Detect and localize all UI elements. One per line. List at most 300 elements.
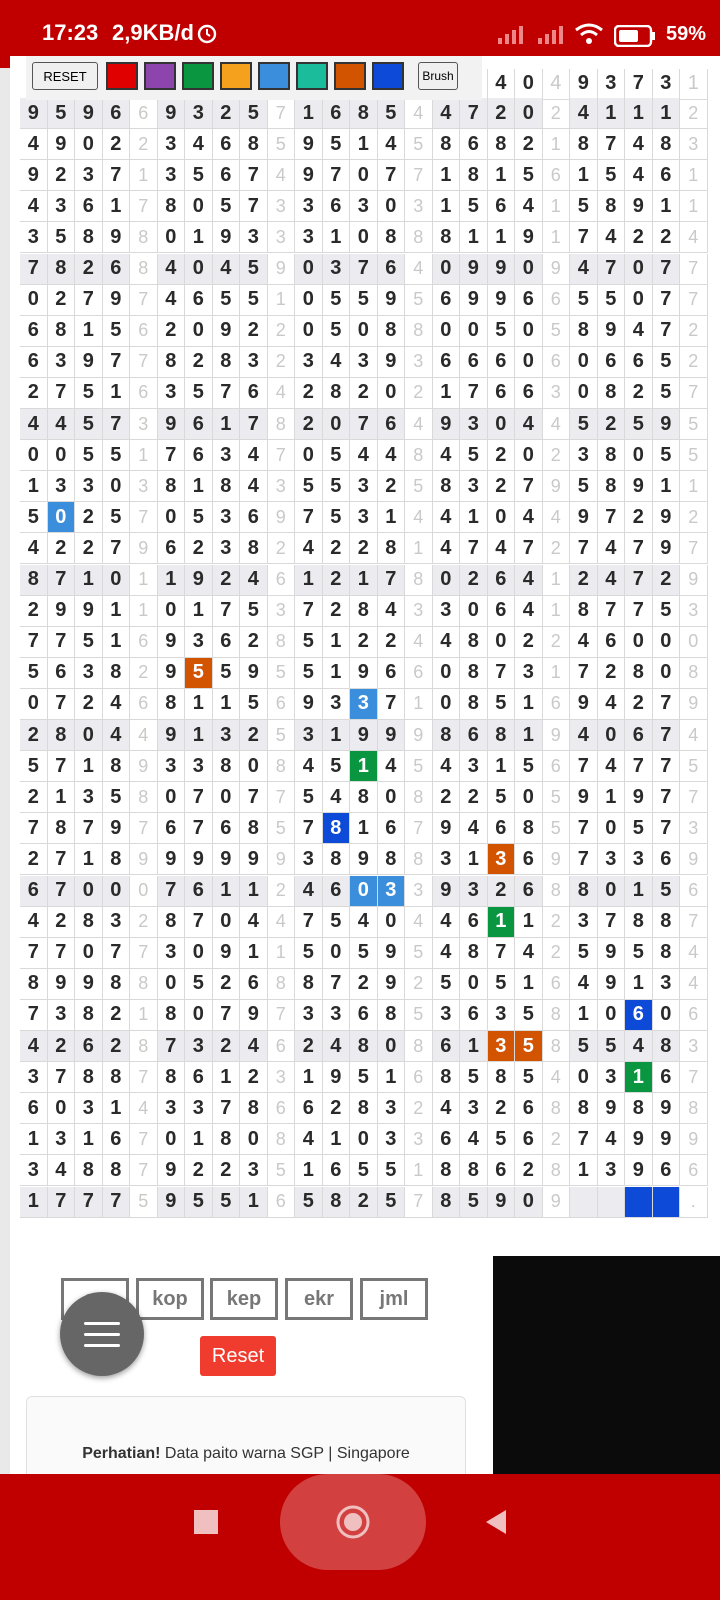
grid-cell[interactable]: 3 (240, 347, 268, 378)
grid-cell[interactable]: 5 (323, 285, 351, 316)
grid-cell[interactable]: 1 (268, 285, 296, 316)
grid-cell[interactable]: 4 (20, 409, 48, 440)
grid-cell[interactable]: 3 (653, 969, 681, 1000)
grid-cell[interactable]: 6 (103, 1124, 131, 1155)
grid-cell[interactable]: 2 (20, 844, 48, 875)
grid-cell[interactable]: 5 (240, 98, 268, 129)
grid-cell[interactable]: 7 (75, 285, 103, 316)
grid-cell[interactable]: 9 (653, 1093, 681, 1124)
grid-cell[interactable]: 8 (213, 347, 241, 378)
grid-cell[interactable]: 5 (268, 1155, 296, 1186)
grid-cell[interactable]: 8 (240, 533, 268, 564)
grid-cell[interactable]: 2 (20, 782, 48, 813)
grid-cell[interactable]: 4 (433, 938, 461, 969)
grid-cell[interactable]: 5 (240, 254, 268, 285)
grid-cell[interactable] (570, 1187, 598, 1218)
grid-cell[interactable]: 3 (75, 1093, 103, 1124)
grid-cell[interactable]: 8 (268, 1124, 296, 1155)
grid-cell[interactable]: 6 (680, 1000, 708, 1031)
grid-cell[interactable]: 1 (295, 1155, 323, 1186)
grid-cell[interactable]: 1 (20, 1124, 48, 1155)
grid-cell[interactable]: 7 (680, 782, 708, 813)
grid-cell[interactable]: 9 (598, 938, 626, 969)
grid-cell[interactable]: 2 (20, 720, 48, 751)
grid-cell[interactable]: 2 (48, 1031, 76, 1062)
grid-cell[interactable]: 7 (240, 782, 268, 813)
grid-cell[interactable]: 7 (625, 751, 653, 782)
grid-cell[interactable]: 4 (323, 782, 351, 813)
grid-cell[interactable]: 3 (460, 876, 488, 907)
grid-cell[interactable]: 8 (570, 129, 598, 160)
grid-cell[interactable]: 9 (460, 254, 488, 285)
grid-cell[interactable]: 5 (598, 160, 626, 191)
grid-cell[interactable]: 3 (268, 191, 296, 222)
grid-cell[interactable]: 1 (488, 160, 516, 191)
grid-cell[interactable]: 4 (158, 285, 186, 316)
grid-cell[interactable]: 2 (680, 502, 708, 533)
grid-cell[interactable]: 1 (488, 907, 516, 938)
grid-cell[interactable]: 9 (543, 254, 571, 285)
grid-cell[interactable]: 5 (75, 378, 103, 409)
grid-cell[interactable]: 2 (543, 907, 571, 938)
grid-cell[interactable]: 7 (570, 533, 598, 564)
grid-cell[interactable]: 5 (323, 316, 351, 347)
grid-cell[interactable]: 2 (405, 378, 433, 409)
grid-cell[interactable]: 8 (515, 813, 543, 844)
grid-cell[interactable]: 5 (598, 1031, 626, 1062)
grid-cell[interactable]: 8 (680, 658, 708, 689)
grid-cell[interactable]: 8 (488, 129, 516, 160)
grid-cell[interactable]: 0 (488, 409, 516, 440)
grid-cell[interactable]: 7 (680, 254, 708, 285)
grid-cell[interactable]: 2 (295, 378, 323, 409)
grid-cell[interactable]: 2 (75, 254, 103, 285)
grid-cell[interactable]: 4 (543, 409, 571, 440)
grid-cell[interactable]: 7 (680, 533, 708, 564)
grid-cell[interactable]: 3 (48, 191, 76, 222)
swatch-dark-blue[interactable] (372, 62, 404, 90)
grid-cell[interactable]: 8 (570, 316, 598, 347)
grid-cell[interactable]: 8 (323, 813, 351, 844)
grid-cell[interactable]: 1 (543, 222, 571, 253)
grid-cell[interactable]: 8 (158, 1000, 186, 1031)
grid-cell[interactable]: 1 (543, 565, 571, 596)
grid-cell[interactable]: 8 (680, 1093, 708, 1124)
grid-cell[interactable]: 5 (653, 347, 681, 378)
grid-cell[interactable]: 9 (598, 969, 626, 1000)
grid-cell[interactable]: 4 (240, 440, 268, 471)
grid-cell[interactable]: 0 (488, 627, 516, 658)
grid-cell[interactable]: 3 (378, 1093, 406, 1124)
grid-cell[interactable]: 7 (48, 689, 76, 720)
grid-cell[interactable] (653, 1187, 681, 1218)
grid-cell[interactable]: 5 (103, 316, 131, 347)
grid-cell[interactable]: 6 (653, 844, 681, 875)
grid-cell[interactable]: 8 (75, 907, 103, 938)
grid-cell[interactable]: 9 (48, 596, 76, 627)
grid-cell[interactable]: 3 (185, 1031, 213, 1062)
grid-cell[interactable]: 9 (680, 1124, 708, 1155)
grid-cell[interactable]: 2 (323, 533, 351, 564)
grid-cell[interactable]: 7 (515, 471, 543, 502)
grid-cell[interactable]: 2 (268, 316, 296, 347)
grid-cell[interactable]: 8 (240, 1093, 268, 1124)
grid-cell[interactable]: 1 (405, 1155, 433, 1186)
grid-cell[interactable]: 8 (543, 1155, 571, 1186)
grid-cell[interactable]: 3 (158, 938, 186, 969)
grid-cell[interactable]: 2 (515, 1155, 543, 1186)
grid-cell[interactable]: 3 (295, 191, 323, 222)
grid-cell[interactable]: 8 (268, 627, 296, 658)
grid-cell[interactable]: 7 (48, 565, 76, 596)
grid-cell[interactable]: 3 (48, 347, 76, 378)
grid-cell[interactable]: 8 (48, 813, 76, 844)
grid-cell[interactable]: 4 (680, 969, 708, 1000)
grid-cell[interactable]: 6 (653, 1155, 681, 1186)
grid-cell[interactable]: 3 (213, 502, 241, 533)
grid-cell[interactable]: 8 (543, 1000, 571, 1031)
grid-cell[interactable]: 6 (653, 1062, 681, 1093)
grid-cell[interactable]: 5 (460, 1187, 488, 1218)
grid-cell[interactable]: 9 (268, 254, 296, 285)
grid-cell[interactable]: 0 (653, 1000, 681, 1031)
grid-cell[interactable]: 3 (185, 1093, 213, 1124)
grid-cell[interactable]: 4 (433, 627, 461, 658)
grid-cell[interactable]: 0 (158, 782, 186, 813)
grid-cell[interactable]: 4 (625, 160, 653, 191)
grid-cell[interactable]: 2 (48, 907, 76, 938)
grid-cell[interactable]: 7 (213, 1093, 241, 1124)
grid-cell[interactable]: 9 (130, 844, 158, 875)
grid-cell[interactable]: 3 (20, 1155, 48, 1186)
grid-cell[interactable]: 9 (570, 502, 598, 533)
grid-cell[interactable]: 0 (570, 378, 598, 409)
grid-cell[interactable]: 4 (515, 502, 543, 533)
grid-cell[interactable]: 4 (570, 969, 598, 1000)
grid-cell[interactable]: 9 (378, 347, 406, 378)
grid-cell[interactable]: 5 (213, 1187, 241, 1218)
grid-cell[interactable]: 4 (48, 1155, 76, 1186)
grid-cell[interactable]: 1 (130, 1000, 158, 1031)
grid-cell[interactable]: 3 (433, 596, 461, 627)
grid-cell[interactable]: 5 (515, 160, 543, 191)
grid-cell[interactable]: 0 (350, 876, 378, 907)
grid-cell[interactable]: 8 (103, 844, 131, 875)
grid-cell[interactable]: 0 (240, 751, 268, 782)
grid-cell[interactable]: 0 (295, 316, 323, 347)
grid-cell[interactable] (598, 1187, 626, 1218)
grid-cell[interactable]: 6 (323, 98, 351, 129)
grid-cell[interactable]: 3 (570, 440, 598, 471)
grid-cell[interactable]: 0 (515, 347, 543, 378)
grid-cell[interactable]: 0 (295, 440, 323, 471)
grid-cell[interactable]: 9 (130, 751, 158, 782)
swatch-teal[interactable] (296, 62, 328, 90)
grid-cell[interactable]: 6 (543, 160, 571, 191)
grid-cell[interactable]: 3 (295, 1000, 323, 1031)
grid-cell[interactable]: 8 (268, 969, 296, 1000)
grid-cell[interactable]: 2 (488, 471, 516, 502)
grid-cell[interactable]: 8 (405, 844, 433, 875)
grid-cell[interactable]: 8 (460, 160, 488, 191)
grid-cell[interactable]: 9 (75, 347, 103, 378)
grid-cell[interactable]: 5 (323, 751, 351, 782)
grid-cell[interactable]: 1 (433, 191, 461, 222)
grid-cell[interactable]: 8 (460, 1155, 488, 1186)
grid-cell[interactable]: 1 (185, 222, 213, 253)
grid-cell[interactable]: 5 (295, 627, 323, 658)
grid-cell[interactable]: 6 (323, 876, 351, 907)
grid-cell[interactable]: 1 (515, 720, 543, 751)
grid-cell[interactable]: 8 (158, 471, 186, 502)
grid-cell[interactable]: 4 (323, 1031, 351, 1062)
menu-fab-button[interactable] (60, 1292, 144, 1376)
grid-cell[interactable]: 4 (680, 720, 708, 751)
grid-cell[interactable]: 5 (323, 907, 351, 938)
grid-cell[interactable]: 8 (75, 1000, 103, 1031)
grid-cell[interactable]: 5 (405, 285, 433, 316)
grid-cell[interactable]: 2 (350, 969, 378, 1000)
grid-cell[interactable]: 9 (103, 285, 131, 316)
grid-cell[interactable]: 6 (433, 1031, 461, 1062)
grid-cell[interactable]: 8 (103, 969, 131, 1000)
grid-cell[interactable]: 4 (405, 409, 433, 440)
grid-cell[interactable]: 5 (103, 440, 131, 471)
grid-cell[interactable]: 0 (378, 782, 406, 813)
grid-cell[interactable]: 0 (515, 1187, 543, 1218)
grid-cell[interactable]: 8 (158, 191, 186, 222)
grid-cell[interactable]: 5 (543, 813, 571, 844)
grid-cell[interactable]: 0 (350, 316, 378, 347)
grid-cell[interactable]: 6 (213, 160, 241, 191)
grid-cell[interactable]: 1 (240, 1187, 268, 1218)
grid-cell[interactable]: 7 (653, 285, 681, 316)
grid-cell[interactable]: 5 (653, 440, 681, 471)
grid-cell[interactable]: 6 (488, 565, 516, 596)
grid-cell[interactable]: 8 (405, 1031, 433, 1062)
grid-cell[interactable]: 8 (378, 222, 406, 253)
grid-cell[interactable]: 7 (598, 596, 626, 627)
grid-cell[interactable]: 8 (460, 689, 488, 720)
grid-cell[interactable]: 3 (185, 627, 213, 658)
grid-cell[interactable]: 3 (515, 658, 543, 689)
grid-cell[interactable]: 4 (130, 720, 158, 751)
grid-cell[interactable]: 7 (130, 1062, 158, 1093)
grid-cell[interactable]: 6 (378, 254, 406, 285)
grid-cell[interactable]: 9 (488, 254, 516, 285)
grid-cell[interactable]: 6 (460, 129, 488, 160)
grid-cell[interactable]: 4 (570, 627, 598, 658)
grid-cell[interactable]: 9 (158, 658, 186, 689)
grid-cell[interactable]: 1 (213, 689, 241, 720)
grid-cell[interactable]: 0 (598, 720, 626, 751)
grid-cell[interactable]: 3 (323, 1000, 351, 1031)
grid-cell[interactable]: 4 (295, 751, 323, 782)
grid-cell[interactable]: 8 (268, 409, 296, 440)
grid-cell[interactable]: 8 (653, 938, 681, 969)
grid-cell[interactable]: 2 (543, 98, 571, 129)
grid-cell[interactable]: 6 (103, 98, 131, 129)
grid-cell[interactable]: 6 (185, 876, 213, 907)
grid-cell[interactable]: 6 (323, 191, 351, 222)
grid-cell[interactable]: 1 (653, 471, 681, 502)
grid-cell[interactable]: 3 (460, 409, 488, 440)
grid-cell[interactable]: 6 (515, 876, 543, 907)
jml-button[interactable]: jml (360, 1278, 428, 1320)
grid-cell[interactable]: 7 (20, 254, 48, 285)
grid-cell[interactable]: 7 (460, 378, 488, 409)
grid-cell[interactable]: 1 (323, 627, 351, 658)
grid-cell[interactable]: 1 (488, 222, 516, 253)
grid-cell[interactable]: 7 (378, 565, 406, 596)
grid-cell[interactable]: 8 (488, 1062, 516, 1093)
grid-cell[interactable]: 5 (405, 471, 433, 502)
grid-cell[interactable]: 8 (433, 222, 461, 253)
grid-cell[interactable]: 9 (240, 844, 268, 875)
grid-cell[interactable]: 6 (405, 1062, 433, 1093)
grid-cell[interactable]: 9 (295, 129, 323, 160)
grid-cell[interactable]: 0 (460, 316, 488, 347)
grid-cell[interactable]: 4 (350, 907, 378, 938)
grid-cell[interactable]: 2 (680, 347, 708, 378)
grid-cell[interactable]: 0 (598, 813, 626, 844)
grid-cell[interactable]: 0 (48, 1093, 76, 1124)
grid-cell[interactable]: 4 (515, 565, 543, 596)
grid-cell[interactable]: 6 (268, 565, 296, 596)
grid-cell[interactable]: 6 (488, 813, 516, 844)
grid-cell[interactable]: 1 (405, 533, 433, 564)
grid-cell[interactable]: 2 (130, 907, 158, 938)
grid-cell[interactable]: 9 (130, 533, 158, 564)
grid-cell[interactable]: 4 (405, 627, 433, 658)
grid-cell[interactable]: 5 (570, 471, 598, 502)
grid-cell[interactable]: 9 (213, 938, 241, 969)
grid-cell[interactable]: 9 (350, 658, 378, 689)
grid-cell[interactable]: 9 (598, 316, 626, 347)
grid-cell[interactable]: 7 (378, 689, 406, 720)
grid-cell[interactable]: 2 (515, 129, 543, 160)
grid-cell[interactable]: 9 (240, 658, 268, 689)
grid-cell[interactable]: 7 (378, 160, 406, 191)
grid-cell[interactable]: 3 (405, 1124, 433, 1155)
grid-cell[interactable]: 2 (405, 1093, 433, 1124)
grid-cell[interactable]: 1 (323, 222, 351, 253)
grid-cell[interactable]: 9 (350, 844, 378, 875)
grid-cell[interactable]: 1 (20, 471, 48, 502)
grid-cell[interactable]: 4 (515, 596, 543, 627)
grid-cell[interactable]: 8 (350, 1031, 378, 1062)
swatch-dark-orange[interactable] (334, 62, 366, 90)
grid-cell[interactable]: 4 (103, 720, 131, 751)
grid-cell[interactable]: 8 (598, 378, 626, 409)
grid-cell[interactable]: 6 (185, 1062, 213, 1093)
grid-cell[interactable]: 0 (103, 471, 131, 502)
grid-cell[interactable]: 2 (405, 969, 433, 1000)
grid-cell[interactable]: 9 (625, 191, 653, 222)
grid-cell[interactable]: 4 (433, 98, 461, 129)
grid-cell[interactable]: 5 (240, 285, 268, 316)
grid-cell[interactable]: 0 (103, 565, 131, 596)
grid-cell[interactable]: 3 (405, 596, 433, 627)
grid-cell[interactable]: 7 (625, 565, 653, 596)
grid-cell[interactable]: 6 (378, 813, 406, 844)
grid-cell[interactable]: 1 (570, 160, 598, 191)
grid-cell[interactable]: 8 (625, 658, 653, 689)
grid-cell[interactable]: 5 (460, 1062, 488, 1093)
grid-cell[interactable]: 2 (515, 627, 543, 658)
grid-cell[interactable]: 5 (240, 596, 268, 627)
grid-cell[interactable]: 9 (158, 627, 186, 658)
grid-cell[interactable]: 7 (653, 782, 681, 813)
grid-cell[interactable]: 9 (158, 98, 186, 129)
grid-cell[interactable]: 5 (185, 1187, 213, 1218)
grid-cell[interactable]: 4 (460, 813, 488, 844)
grid-cell[interactable]: 2 (350, 1187, 378, 1218)
grid-cell[interactable]: 7 (268, 98, 296, 129)
grid-cell[interactable]: 6 (20, 1093, 48, 1124)
grid-cell[interactable]: 8 (48, 720, 76, 751)
grid-cell[interactable]: 4 (598, 565, 626, 596)
grid-cell[interactable]: 2 (20, 596, 48, 627)
grid-cell[interactable]: 8 (460, 627, 488, 658)
grid-cell[interactable]: 6 (268, 1093, 296, 1124)
grid-cell[interactable]: 8 (295, 969, 323, 1000)
grid-cell[interactable]: 1 (323, 720, 351, 751)
grid-cell[interactable]: 5 (213, 658, 241, 689)
grid-cell[interactable]: 7 (130, 938, 158, 969)
grid-cell[interactable]: 3 (158, 160, 186, 191)
grid-cell[interactable]: 0 (460, 596, 488, 627)
grid-cell[interactable]: 4 (268, 378, 296, 409)
grid-cell[interactable]: 3 (488, 844, 516, 875)
grid-cell[interactable]: 8 (570, 876, 598, 907)
grid-cell[interactable]: 2 (460, 782, 488, 813)
grid-cell[interactable]: 7 (75, 813, 103, 844)
grid-cell[interactable]: 8 (323, 844, 351, 875)
grid-cell[interactable]: 0 (323, 409, 351, 440)
grid-cell[interactable]: 3 (20, 1062, 48, 1093)
grid-cell[interactable]: 2 (75, 502, 103, 533)
grid-cell[interactable]: 7 (20, 938, 48, 969)
grid-cell[interactable]: 2 (213, 1031, 241, 1062)
grid-cell[interactable]: 5 (350, 1062, 378, 1093)
grid-cell[interactable]: 9 (543, 1187, 571, 1218)
grid-cell[interactable]: 1 (20, 1187, 48, 1218)
grid-cell[interactable]: 5 (268, 658, 296, 689)
grid-cell[interactable]: 1 (433, 378, 461, 409)
grid-cell[interactable]: 2 (130, 658, 158, 689)
grid-cell[interactable]: 8 (240, 813, 268, 844)
grid-cell[interactable]: 0 (75, 129, 103, 160)
grid-cell[interactable]: 4 (515, 938, 543, 969)
grid-cell[interactable]: 9 (268, 844, 296, 875)
grid-cell[interactable]: 0 (515, 782, 543, 813)
grid-cell[interactable]: 9 (680, 844, 708, 875)
grid-cell[interactable]: 8 (130, 222, 158, 253)
grid-cell[interactable]: 4 (323, 347, 351, 378)
grid-cell[interactable]: 7 (653, 254, 681, 285)
grid-cell[interactable]: 7 (20, 1000, 48, 1031)
grid-cell[interactable]: 3 (130, 409, 158, 440)
grid-cell[interactable]: 5 (625, 938, 653, 969)
grid-cell[interactable]: 6 (460, 720, 488, 751)
grid-cell[interactable]: 8 (433, 1062, 461, 1093)
grid-cell[interactable]: 0 (48, 502, 76, 533)
grid-cell[interactable]: 1 (130, 440, 158, 471)
grid-cell[interactable]: 3 (460, 1093, 488, 1124)
grid-cell[interactable]: 8 (130, 969, 158, 1000)
grid-cell[interactable]: 8 (570, 596, 598, 627)
